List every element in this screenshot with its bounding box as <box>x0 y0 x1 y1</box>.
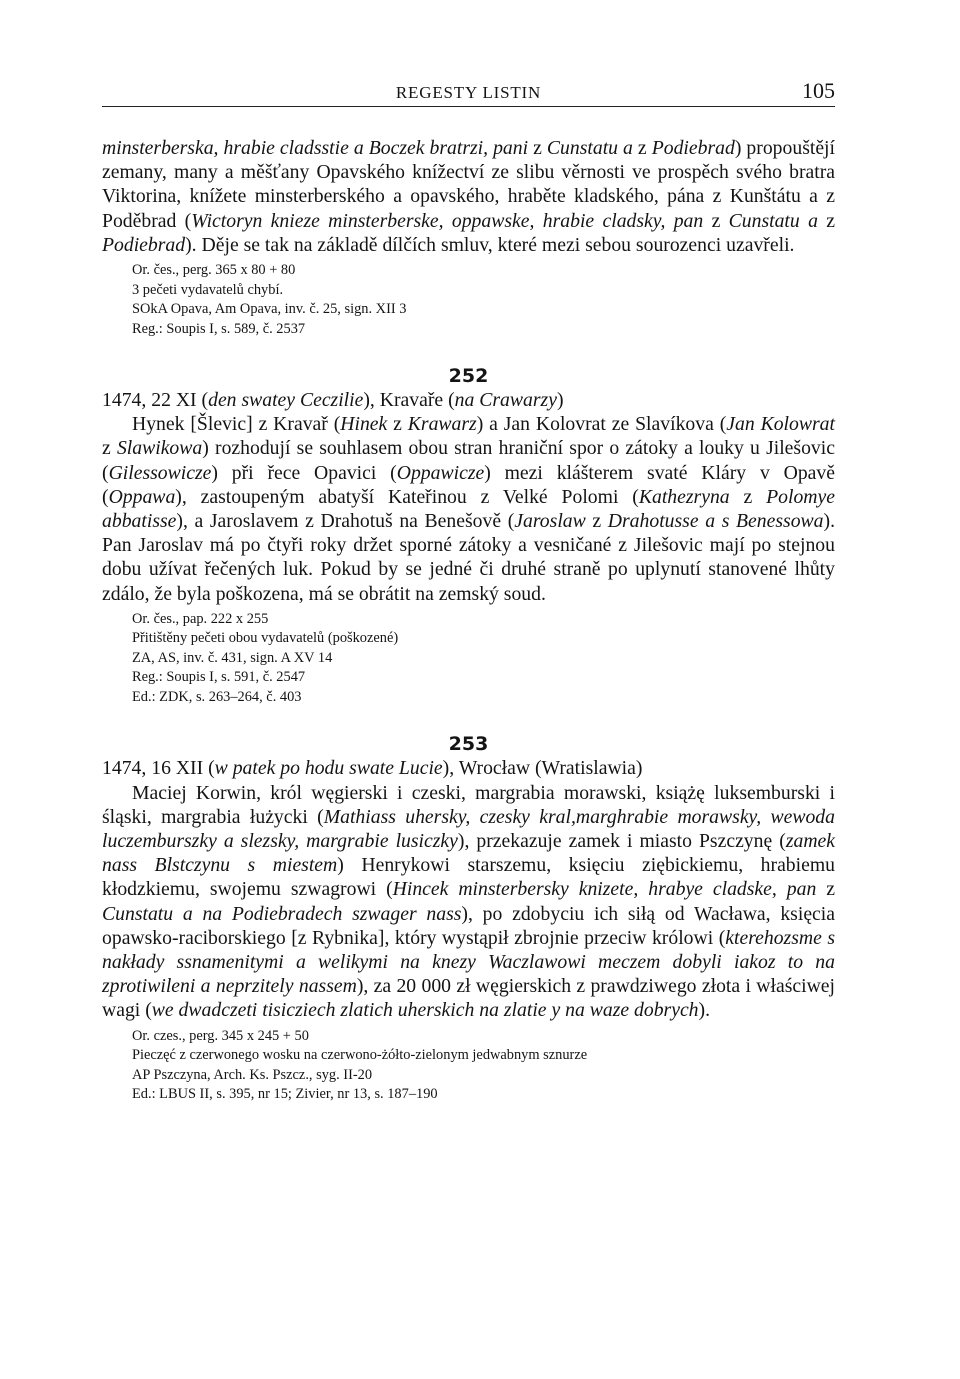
entry-number: 252 <box>448 365 489 388</box>
entry-body: Hynek [Šlevic] z Kravař (Hinek z Krawarz) a Jan Kolovrat ze Slavíkova (Jan Kolowrat z Slawikowa) rozhodují se souhlasem obou stran hraniční spor o zátoky a louky u Jilešovic (Gilessowicze) při řece Opavici (Oppawicze) mezi klášterem svaté Kláry v Opavě (Oppawa), zastoupeným abatyší Kateřinou z Velké Polomi (Kathezryna z Polomye abbatisse), a Jaroslavem z Drahotuš na Benešově (Jaroslaw z Drahotusse a s Benessowa). Pan Jaroslav má po čtyři roky držet sporné zátoky a vesničané z Jilešovic mají po stejnou dobu užívat řečených luk. Pokud by se jedné či druhé straně po uplynutí stanovené lhůty zdálo, že byla poškozena, má se obrátit na zemský soud. <box>102 413 835 605</box>
meta-line: Ed.: LBUS II, s. 395, nr 15; Zivier, nr 13, s. 187–190 <box>132 1086 438 1103</box>
entry-dateline: 1474, 22 XI (den swatey Ceczilie), Kravaře (na Crawarzy) <box>102 389 564 412</box>
page-number: 105 <box>802 78 835 103</box>
meta-line: Přitištěny pečeti obou vydavatelů (poškozené) <box>132 630 399 647</box>
meta-line: Pieczęć z czerwonego wosku na czerwono-żółto-zielonym jedwabnym sznurze <box>132 1047 588 1064</box>
page-header <box>102 80 835 107</box>
meta-line: Reg.: Soupis I, s. 589, č. 2537 <box>132 320 306 337</box>
meta-line: Reg.: Soupis I, s. 591, č. 2547 <box>132 669 306 686</box>
entry-251-meta <box>132 261 835 339</box>
meta-line: Or. čes., pap. 222 x 255 <box>132 610 269 627</box>
entry-number: 253 <box>448 733 489 756</box>
page-content <box>102 136 835 1105</box>
entry-meta <box>132 610 835 708</box>
entry-body: Maciej Korwin, król węgierski i czeski, margrabia morawski, książę luksemburski i śląski, margrabia łużycki (Mathiass uhersky, czesky kral,marghrabie morawsky, wewoda luczemburszky a slezsky, margrabie lusiczky), przekazuje zamek i miasto Pszczynę (zamek nass Blstczynu s miestem) Henrykowi starszemu, księciu ziębickiemu, hrabiemu kłodzkiemu, swojemu szwagrowi (Hincek minsterbersky knizete, hrabye cladske, pan z Cunstatu a na Podiebradech szwager nass), po zdobyciu ich siłą od Wacława, księcia opawsko-raciborskiego [z Rybnika], który wystąpił zbrojnie przeciw królowi (kterehozsme s nakłady ssnamenitymi a welikymi na knezy Waczlawowi meczem dobyli iakoz to na zprotiwileni a neprzitely nassem), za 20 000 zł węgierskich z prawdziwego złota i właściwej wagi (we dwadczeti tisicziech zlatich uherskich na zlatie y na waze dobrych). <box>102 781 836 1022</box>
entry-253 <box>102 732 835 1104</box>
entry-meta <box>132 1027 835 1105</box>
entry-252 <box>102 364 835 707</box>
meta-line: Or. czes., perg. 345 x 245 + 50 <box>132 1027 309 1044</box>
entry-dateline: 1474, 16 XII (w patek po hodu swate Lucie), Wrocław (Wratislawia) <box>102 757 643 780</box>
entry-251-body: minsterberska, hrabie cladsstie a Boczek bratrzi, pani z Cunstatu a z Podiebrad) propouštějí zemany, many a měšťany Opavského knížectví ze slibu věrnosti ve prospěch svého bratra Viktorina, knížete minsterberského a opavského, hraběte kladského, pána z Kunštátu a z Poděbrad (Wictoryn knieze minsterberske, oppawske, hrabie cladsky, pan z Cunstatu a z Podiebrad). Děje se tak na základě dílčích smluv, které mezi sebou sourozenci uzavřeli. <box>102 137 835 256</box>
entry-251-continuation <box>102 136 835 339</box>
meta-line: SOkA Opava, Am Opava, inv. č. 25, sign. XII 3 <box>132 301 407 318</box>
meta-line: Ed.: ZDK, s. 263–264, č. 403 <box>132 688 302 705</box>
meta-line: ZA, AS, inv. č. 431, sign. A XV 14 <box>132 649 333 666</box>
meta-line: Or. čes., perg. 365 x 80 + 80 <box>132 262 296 279</box>
meta-line: 3 pečeti vydavatelů chybí. <box>132 281 284 298</box>
running-title: REGESTY LISTIN <box>395 83 542 102</box>
meta-line: AP Pszczyna, Arch. Ks. Pszcz., syg. II-20 <box>132 1066 373 1083</box>
